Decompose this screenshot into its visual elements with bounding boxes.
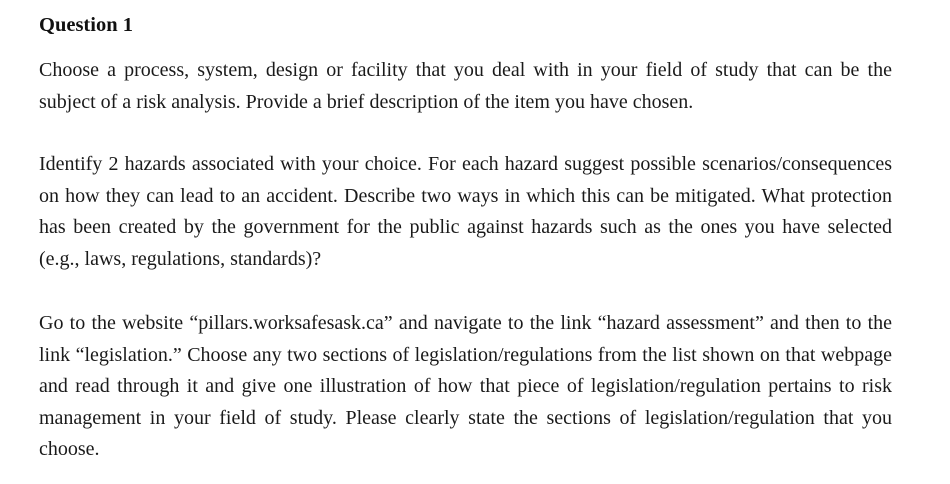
paragraph-legislation: Go to the website “pillars.worksafesask.ca” and navigate to the link “hazard assessment” and then to the link “legislation.” Choose any two sections of legislation/regulations from the list shown on that webpage and read through it and give one illustration of how that piece of legislation/regulation pertains to risk management in your field of study. Please clearly state the sections of legislation/regulation that you choose. bbox=[39, 312, 892, 460]
paragraph-hazards: Identify 2 hazards associated with your choice. For each hazard suggest possible scenarios/consequences on how they can lead to an accident. Describe two ways in which this can be mitigated. What protection has been created by the government for the public against hazards such as the ones you have selected (e.g., laws, regulations, standards)? bbox=[39, 153, 892, 270]
paragraph-task-description: Choose a process, system, design or facility that you deal with in your field of study that can be the subject of a risk analysis. Provide a brief description of the item you have chosen. bbox=[39, 59, 892, 113]
question-title: Question 1 bbox=[39, 14, 133, 36]
